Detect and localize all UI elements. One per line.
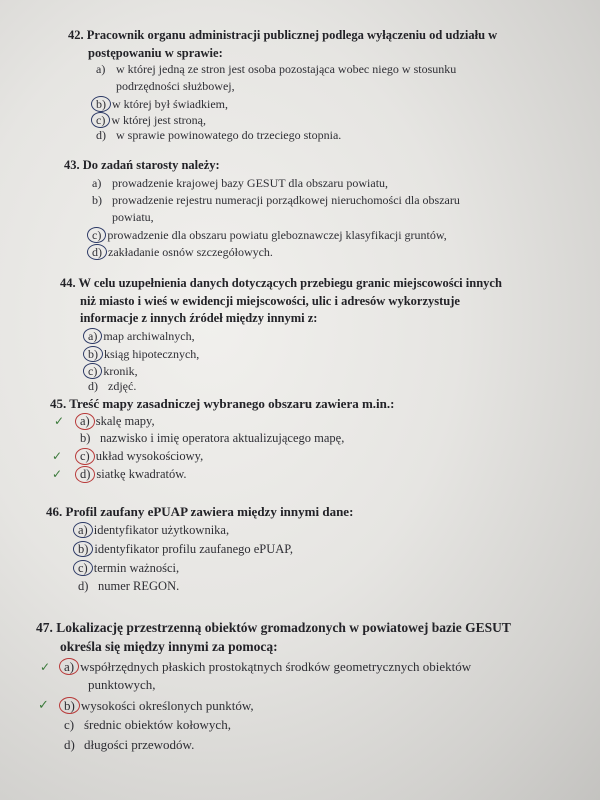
option-text: podrzędności służbowej, xyxy=(116,79,235,93)
option-letter: d) xyxy=(96,128,106,142)
option-letter: b) xyxy=(80,431,91,445)
option-text: nazwisko i imię operatora aktualizującego mapę, xyxy=(100,431,345,445)
option-c xyxy=(80,448,203,465)
option-b xyxy=(78,541,293,557)
option-letter-circled: c) xyxy=(91,112,110,128)
question-title: określa się między innymi za pomocą: xyxy=(60,639,278,654)
option-d xyxy=(92,244,273,260)
option-letter-circled: b) xyxy=(83,346,103,362)
option-text: zakładanie osnów szczegółowych. xyxy=(108,245,273,259)
option-d xyxy=(78,579,179,594)
option-c xyxy=(78,560,179,576)
option-b xyxy=(88,346,199,362)
option-a xyxy=(92,176,388,191)
option-c xyxy=(64,717,231,733)
option-text: w której był świadkiem, xyxy=(112,97,228,111)
option-text: wysokości określonych punktów, xyxy=(80,698,254,713)
option-letter-circled: b) xyxy=(59,697,80,714)
option-text: współrzędnych płaskich prostokątnych środków geometrycznych obiektów xyxy=(80,659,472,674)
option-letter-circled: d) xyxy=(87,244,107,260)
option-b xyxy=(92,193,460,208)
option-a xyxy=(80,413,155,430)
option-a xyxy=(78,522,229,538)
option-b xyxy=(96,96,228,112)
option-letter: d) xyxy=(64,737,75,752)
option-text: prowadzenie rejestru numeracji porządkowej nieruchomości dla obszaru xyxy=(112,193,460,207)
check-mark-icon: ✓ xyxy=(38,698,49,713)
option-letter-circled: b) xyxy=(91,96,111,112)
option-text: map archiwalnych, xyxy=(103,329,195,343)
option-letter: d) xyxy=(78,579,89,593)
option-a xyxy=(64,658,471,675)
option-text: średnic obiektów kołowych, xyxy=(84,717,231,732)
option-letter-circled: a) xyxy=(73,522,93,538)
option-text: w której jest stroną, xyxy=(111,113,206,127)
option-letter-circled: c) xyxy=(75,448,95,465)
option-letter-circled: a) xyxy=(83,328,102,344)
option-d xyxy=(96,128,341,143)
option-letter-circled: c) xyxy=(73,560,93,576)
option-letter-circled: b) xyxy=(73,541,93,557)
option-text: kronik, xyxy=(103,364,138,378)
option-text: siatkę kwadratów. xyxy=(96,467,187,481)
option-letter-circled: a) xyxy=(59,658,79,675)
question-title: 44. W celu uzupełnienia danych dotyczących przebiegu granic miejscowości innych xyxy=(60,276,502,290)
option-text: numer REGON. xyxy=(98,579,180,593)
option-text: zdjęć. xyxy=(108,379,137,393)
question-title: informacje z innych źródeł między innymi z: xyxy=(80,311,318,325)
option-text: w sprawie powinowatego do trzeciego stopnia. xyxy=(116,128,342,142)
option-text: długości przewodów. xyxy=(84,737,195,752)
option-b xyxy=(80,431,344,446)
check-mark-icon: ✓ xyxy=(40,660,51,674)
option-letter: a) xyxy=(92,176,102,190)
option-text: identyfikator profilu zaufanego ePUAP, xyxy=(94,542,293,556)
option-b xyxy=(64,697,254,714)
question-title: 46. Profil zaufany ePUAP zawiera między innymi dane: xyxy=(46,504,354,519)
option-text: skalę mapy, xyxy=(95,414,155,428)
option-letter: b) xyxy=(92,193,102,207)
option-letter-circled: c) xyxy=(87,227,106,243)
question-title: 45. Treść mapy zasadniczej wybranego obszaru zawiera m.in.: xyxy=(50,396,395,411)
option-d xyxy=(64,737,194,753)
check-mark-icon: ✓ xyxy=(52,467,63,481)
option-text: punktowych, xyxy=(88,677,156,692)
option-text: układ wysokościowy, xyxy=(95,449,204,463)
check-mark-icon: ✓ xyxy=(54,414,65,428)
option-a xyxy=(96,62,456,77)
option-letter-circled: d) xyxy=(75,466,95,483)
option-letter-circled: c) xyxy=(83,363,102,379)
option-text: ksiąg hipotecznych, xyxy=(104,347,200,361)
option-text: powiatu, xyxy=(112,210,154,224)
check-mark-icon: ✓ xyxy=(52,449,63,463)
option-letter-circled: a) xyxy=(75,413,95,430)
question-title: 42. Pracownik organu administracji publicznej podlega wyłączeniu od udziału w xyxy=(68,28,498,42)
question-title: niż miasto i wieś w ewidencji miejscowości, ulic i adresów wykorzystuje xyxy=(80,294,460,308)
option-text: w której jedną ze stron jest osoba pozostająca wobec niego w stosunku xyxy=(116,62,457,76)
option-d xyxy=(80,466,187,483)
option-letter: c) xyxy=(64,717,75,732)
option-c xyxy=(96,112,206,128)
question-title: postępowaniu w sprawie: xyxy=(88,46,223,60)
option-text: termin ważności, xyxy=(93,561,180,575)
option-d xyxy=(88,379,136,394)
option-a xyxy=(88,328,195,344)
question-title: 47. Lokalizację przestrzenną obiektów gromadzonych w powiatowej bazie GESUT xyxy=(36,620,511,635)
option-text: prowadzenie dla obszaru powiatu gleboznawczej klasyfikacji gruntów, xyxy=(107,228,447,242)
question-title: 43. Do zadań starosty należy: xyxy=(64,158,220,172)
option-text: identyfikator użytkownika, xyxy=(93,523,230,537)
option-c xyxy=(92,227,447,243)
option-c xyxy=(88,363,138,379)
option-letter: d) xyxy=(88,379,98,393)
option-text: prowadzenie krajowej bazy GESUT dla obszaru powiatu, xyxy=(112,176,389,190)
option-letter: a) xyxy=(96,62,106,76)
